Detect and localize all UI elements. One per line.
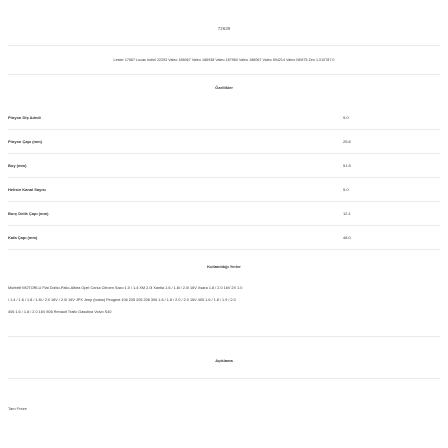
compatibility-line: Muhtelif MOTORLU Fiat Doblo-Palio-Albea Opel Corsa Citroen Saxo 1.0 / 1.4 XM 2.0i Xantia 1.6 / 1.8i / 2.0i 16V Xsara 1.8 / 2.0 16V 2X 1.0 <box>8 286 243 290</box>
spec-row <box>8 130 440 154</box>
oem-reference-text: Lester 17667 Lucas Indiel 22293 Valeo 186067 Valeo 186938 Valeo 187960 Valeo 188067 Valeo 594214 Valeo NE875 Zen 1.010787.0 <box>113 58 335 62</box>
spec-value: 25.6 <box>343 139 351 144</box>
compatibility-list <box>8 282 440 318</box>
spec-value: 9.0 <box>343 115 349 120</box>
spec-row <box>8 178 440 202</box>
spec-label: Pinyon Diş Adedi <box>8 115 41 120</box>
product-code: 72639 <box>217 26 231 31</box>
spec-row <box>8 106 440 130</box>
spec-value: 12.1 <box>343 211 351 216</box>
compatibility-line: 406 1.6 / 1.8 / 2.0 16V 806 Renault Trafic Gasolina Volvo S40 <box>8 310 112 314</box>
compatibility-title: Kullanıldığı Yerler <box>207 264 241 269</box>
spec-label: Boy (mm) <box>8 163 27 168</box>
spec-value: 51.5 <box>343 163 351 168</box>
spec-label: Helisin Kanal Sayısı <box>8 187 46 192</box>
spec-label: Burç Delik Çapı (mm) <box>8 211 49 216</box>
spec-label: Pinyon Çapı (mm) <box>8 139 43 144</box>
oem-reference-list <box>8 45 440 75</box>
spec-row <box>8 226 440 250</box>
spec-value: 48.0 <box>343 235 351 240</box>
specs-title: Özellikler <box>215 85 233 90</box>
description-title: Açıklama <box>215 358 233 363</box>
spec-value: 5.0 <box>343 187 349 192</box>
description-text: Tam Freze <box>8 406 27 411</box>
spec-row <box>8 202 440 226</box>
section-divider <box>8 378 440 379</box>
compatibility-line: / 1.4 / 1.6 / 1.8 / 1.8i / 2.0 16V / 2.0i 16V JPX Jeep (todos) Peugeot 106 205 205 206 306 1.6 / 1.8 / 2.0 / 2.0 16V 405 1.6 / 1.8 / 1.9 / 2.0 <box>8 298 236 302</box>
spec-row <box>8 154 440 178</box>
section-divider <box>8 336 440 337</box>
spec-label: Kafa Çapı (mm) <box>8 235 38 240</box>
